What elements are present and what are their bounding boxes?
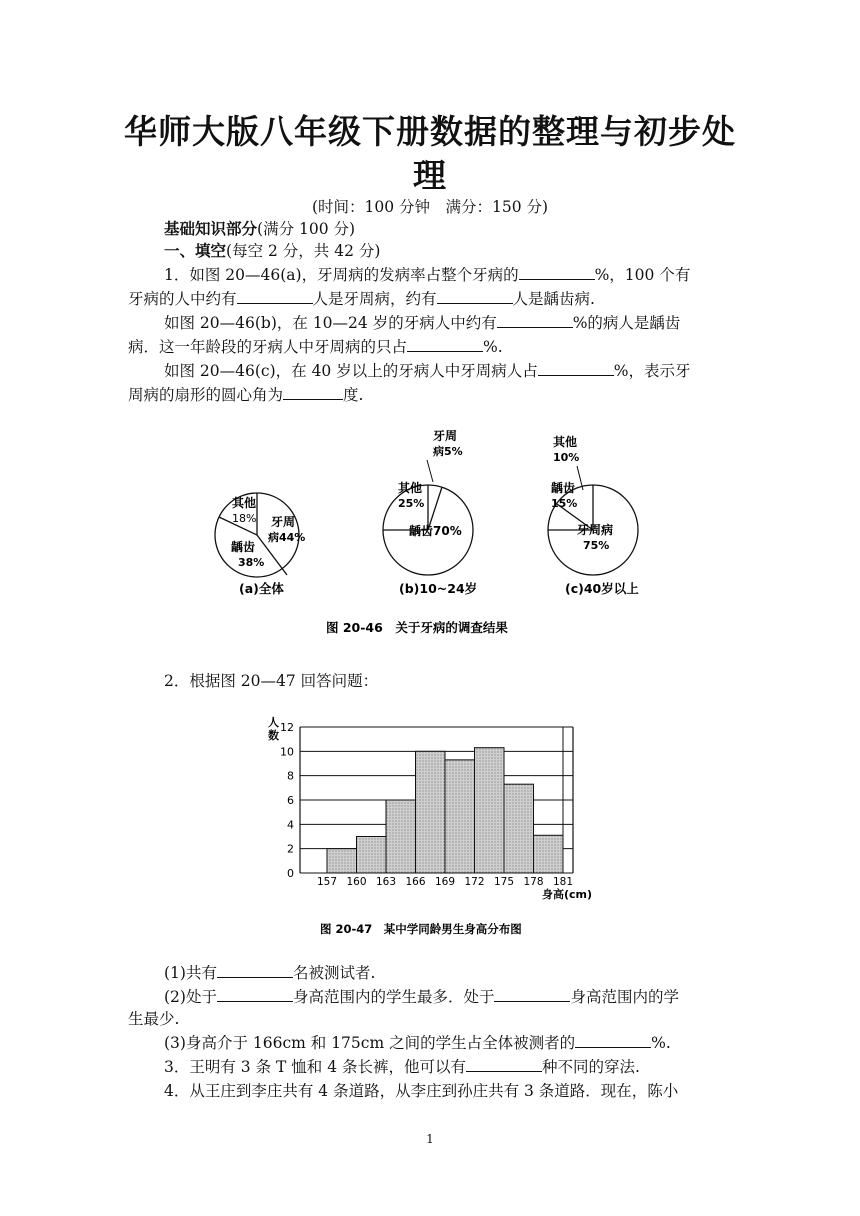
question-3 <box>164 1056 784 1078</box>
answer-blank[interactable] <box>217 986 293 1002</box>
q1-text: 如图 20—46(c)，在 40 岁以上的牙病人中牙周病人占 <box>164 362 538 380</box>
document-title-line2: 理 <box>413 156 447 195</box>
pie-a-caption: (a)全体 <box>239 581 284 596</box>
x-tick-label: 178 <box>523 876 544 888</box>
q1-text: 牙病的人中约有 <box>128 290 237 308</box>
question-1-line-6 <box>128 384 748 406</box>
pie-b-label-perio: 牙周 <box>433 429 458 443</box>
pie-a-label-caries: 龋齿 <box>231 540 256 554</box>
y-tick-label: 0 <box>287 867 294 880</box>
x-tick-label: 160 <box>346 876 367 888</box>
answer-blank[interactable] <box>217 962 293 978</box>
histogram-bar <box>327 849 357 873</box>
page-number: 1 <box>426 1132 434 1146</box>
histogram-bar <box>534 835 564 873</box>
pie-chart-a <box>215 493 305 596</box>
pie-c-label-caries: 龋齿 <box>551 481 576 495</box>
question-4: 4．从王庄到李庄共有 4 条道路，从李庄到孙庄共有 3 条道路．现在，陈小 <box>164 1082 679 1100</box>
histogram-caption: 图 20-47 某中学同龄男生身高分布图 <box>320 922 522 936</box>
pie-b-label-perio-pct: 病5% <box>433 445 463 458</box>
x-tick-label: 172 <box>464 876 485 888</box>
pie-c-label-perio-pct: 75% <box>583 539 610 552</box>
pie-b-leader <box>427 460 433 482</box>
histogram-bar <box>504 784 534 873</box>
histogram-bar <box>386 800 416 873</box>
x-tick-label: 157 <box>316 876 338 888</box>
pie-c-label-other: 其他 <box>553 435 578 449</box>
pie-a-label-caries-pct: 38% <box>238 556 265 569</box>
pie-a-label-perio-pct: 病44% <box>268 531 306 544</box>
y-axis-label-2: 数 <box>268 729 279 742</box>
q2-text: 身高范围内的学 <box>570 988 679 1006</box>
part-title: 一、填空 <box>164 242 227 260</box>
section-heading <box>164 218 784 240</box>
answer-blank[interactable] <box>237 288 313 304</box>
y-tick-label: 2 <box>287 842 294 856</box>
q2-text: %. <box>651 1034 671 1052</box>
pie-chart-b <box>383 428 477 596</box>
pie-a-label-perio: 牙周 <box>271 515 296 529</box>
pie-chart-c <box>548 434 639 596</box>
answer-blank[interactable] <box>437 288 513 304</box>
y-tick-label: 6 <box>287 794 294 807</box>
pie-charts-figure <box>195 420 675 645</box>
question-1-line-2 <box>128 288 748 310</box>
q2-text: (1)共有 <box>164 964 217 982</box>
part-note: (每空 2 分，共 42 分) <box>226 242 381 260</box>
section-note: (满分 100 分) <box>257 220 356 238</box>
pie-c-label-caries-pct: 15% <box>551 497 578 510</box>
q1-text: %的病人是龋齿 <box>572 314 681 332</box>
q2-text: (2)处于 <box>164 988 217 1006</box>
x-tick-label: 163 <box>375 876 397 888</box>
q2-text: 身高范围内的学生最多．处于 <box>292 988 495 1006</box>
histogram-bar <box>445 760 475 873</box>
answer-blank[interactable] <box>575 1032 651 1048</box>
q1-text: 周病的扇形的圆心角为 <box>128 386 284 404</box>
question-1-line-5 <box>164 360 784 382</box>
pie-c-label-other-pct: 10% <box>553 451 580 464</box>
histogram-bar <box>475 748 505 873</box>
answer-blank[interactable] <box>407 336 483 352</box>
q1-text: 1．如图 20—46(a)，牙周病的发病率占整个牙病的 <box>164 266 519 284</box>
answer-blank[interactable] <box>497 312 573 328</box>
question-2-1 <box>164 962 784 984</box>
q1-text: %. <box>483 338 503 356</box>
x-tick-label: 166 <box>405 876 426 888</box>
y-tick-label: 4 <box>287 818 294 832</box>
y-tick-label: 10 <box>280 745 294 759</box>
answer-blank[interactable] <box>519 264 595 280</box>
question-1-line-1 <box>164 264 784 286</box>
pie-b-label-caries: 龋齿70% <box>409 524 462 538</box>
histogram-bar <box>357 837 387 874</box>
q1-text: 如图 20—46(b)，在 10—24 岁的牙病人中约有 <box>164 314 497 332</box>
pie-b-label-other-pct: 25% <box>398 497 425 510</box>
q2-text: 名被测试者. <box>292 964 376 982</box>
x-axis-label: 身高(cm) <box>542 888 593 901</box>
y-tick-label: 8 <box>287 769 294 783</box>
x-tick-label: 169 <box>434 876 456 888</box>
q1-text: %，100 个有 <box>594 266 691 284</box>
histogram-bar <box>416 751 446 873</box>
part-heading <box>164 240 784 262</box>
q2-text: (3)身高介于 166cm 和 175cm 之间的学生占全体被测者的 <box>164 1034 576 1052</box>
exam-meta: (时间：100 分钟 满分：150 分) <box>311 198 549 216</box>
answer-blank[interactable] <box>538 360 614 376</box>
question-2-3 <box>164 1032 784 1054</box>
height-histogram <box>260 715 610 945</box>
q1-text: 人是牙周病，约有 <box>312 290 437 308</box>
question-1-line-4 <box>128 336 748 358</box>
pie-b-caption: (b)10~24岁 <box>399 581 478 596</box>
pie-a-label-other-pct: 18% <box>232 512 257 525</box>
q1-text: %，表示牙 <box>613 362 691 380</box>
y-tick-label: 12 <box>280 721 294 734</box>
x-tick-label: 175 <box>493 876 515 888</box>
pie-a-label-other: 其他 <box>232 496 257 510</box>
pie-figure-caption: 图 20-46 关于牙病的调查结果 <box>326 620 508 635</box>
pie-c-caption: (c)40岁以上 <box>565 581 639 596</box>
answer-blank[interactable] <box>283 384 343 400</box>
answer-blank[interactable] <box>494 986 570 1002</box>
pie-c-label-perio: 牙周病 <box>577 523 614 537</box>
document-title: 华师大版八年级下册数据的整理与初步处 <box>124 112 736 151</box>
x-tick-label: 181 <box>552 876 574 888</box>
pie-b-label-other: 其他 <box>398 481 423 495</box>
question-2: 2．根据图 20—47 回答问题： <box>164 672 379 690</box>
y-axis-label: 人 <box>268 716 279 729</box>
q1-text: 病．这一年龄段的牙病人中牙周病的只占 <box>128 338 408 356</box>
question-1-line-3 <box>164 312 784 334</box>
answer-blank[interactable] <box>466 1056 542 1072</box>
question-2-2 <box>164 986 784 1008</box>
question-2-2-line-2: 生最少. <box>128 1010 180 1028</box>
q3-text: 3．王明有 3 条 T 恤和 4 条长裤，他可以有 <box>164 1058 466 1076</box>
q1-text: 人是龋齿病. <box>512 290 595 308</box>
section-title: 基础知识部分 <box>164 220 258 238</box>
q1-text: 度. <box>343 386 364 404</box>
q3-text: 种不同的穿法. <box>542 1058 640 1076</box>
